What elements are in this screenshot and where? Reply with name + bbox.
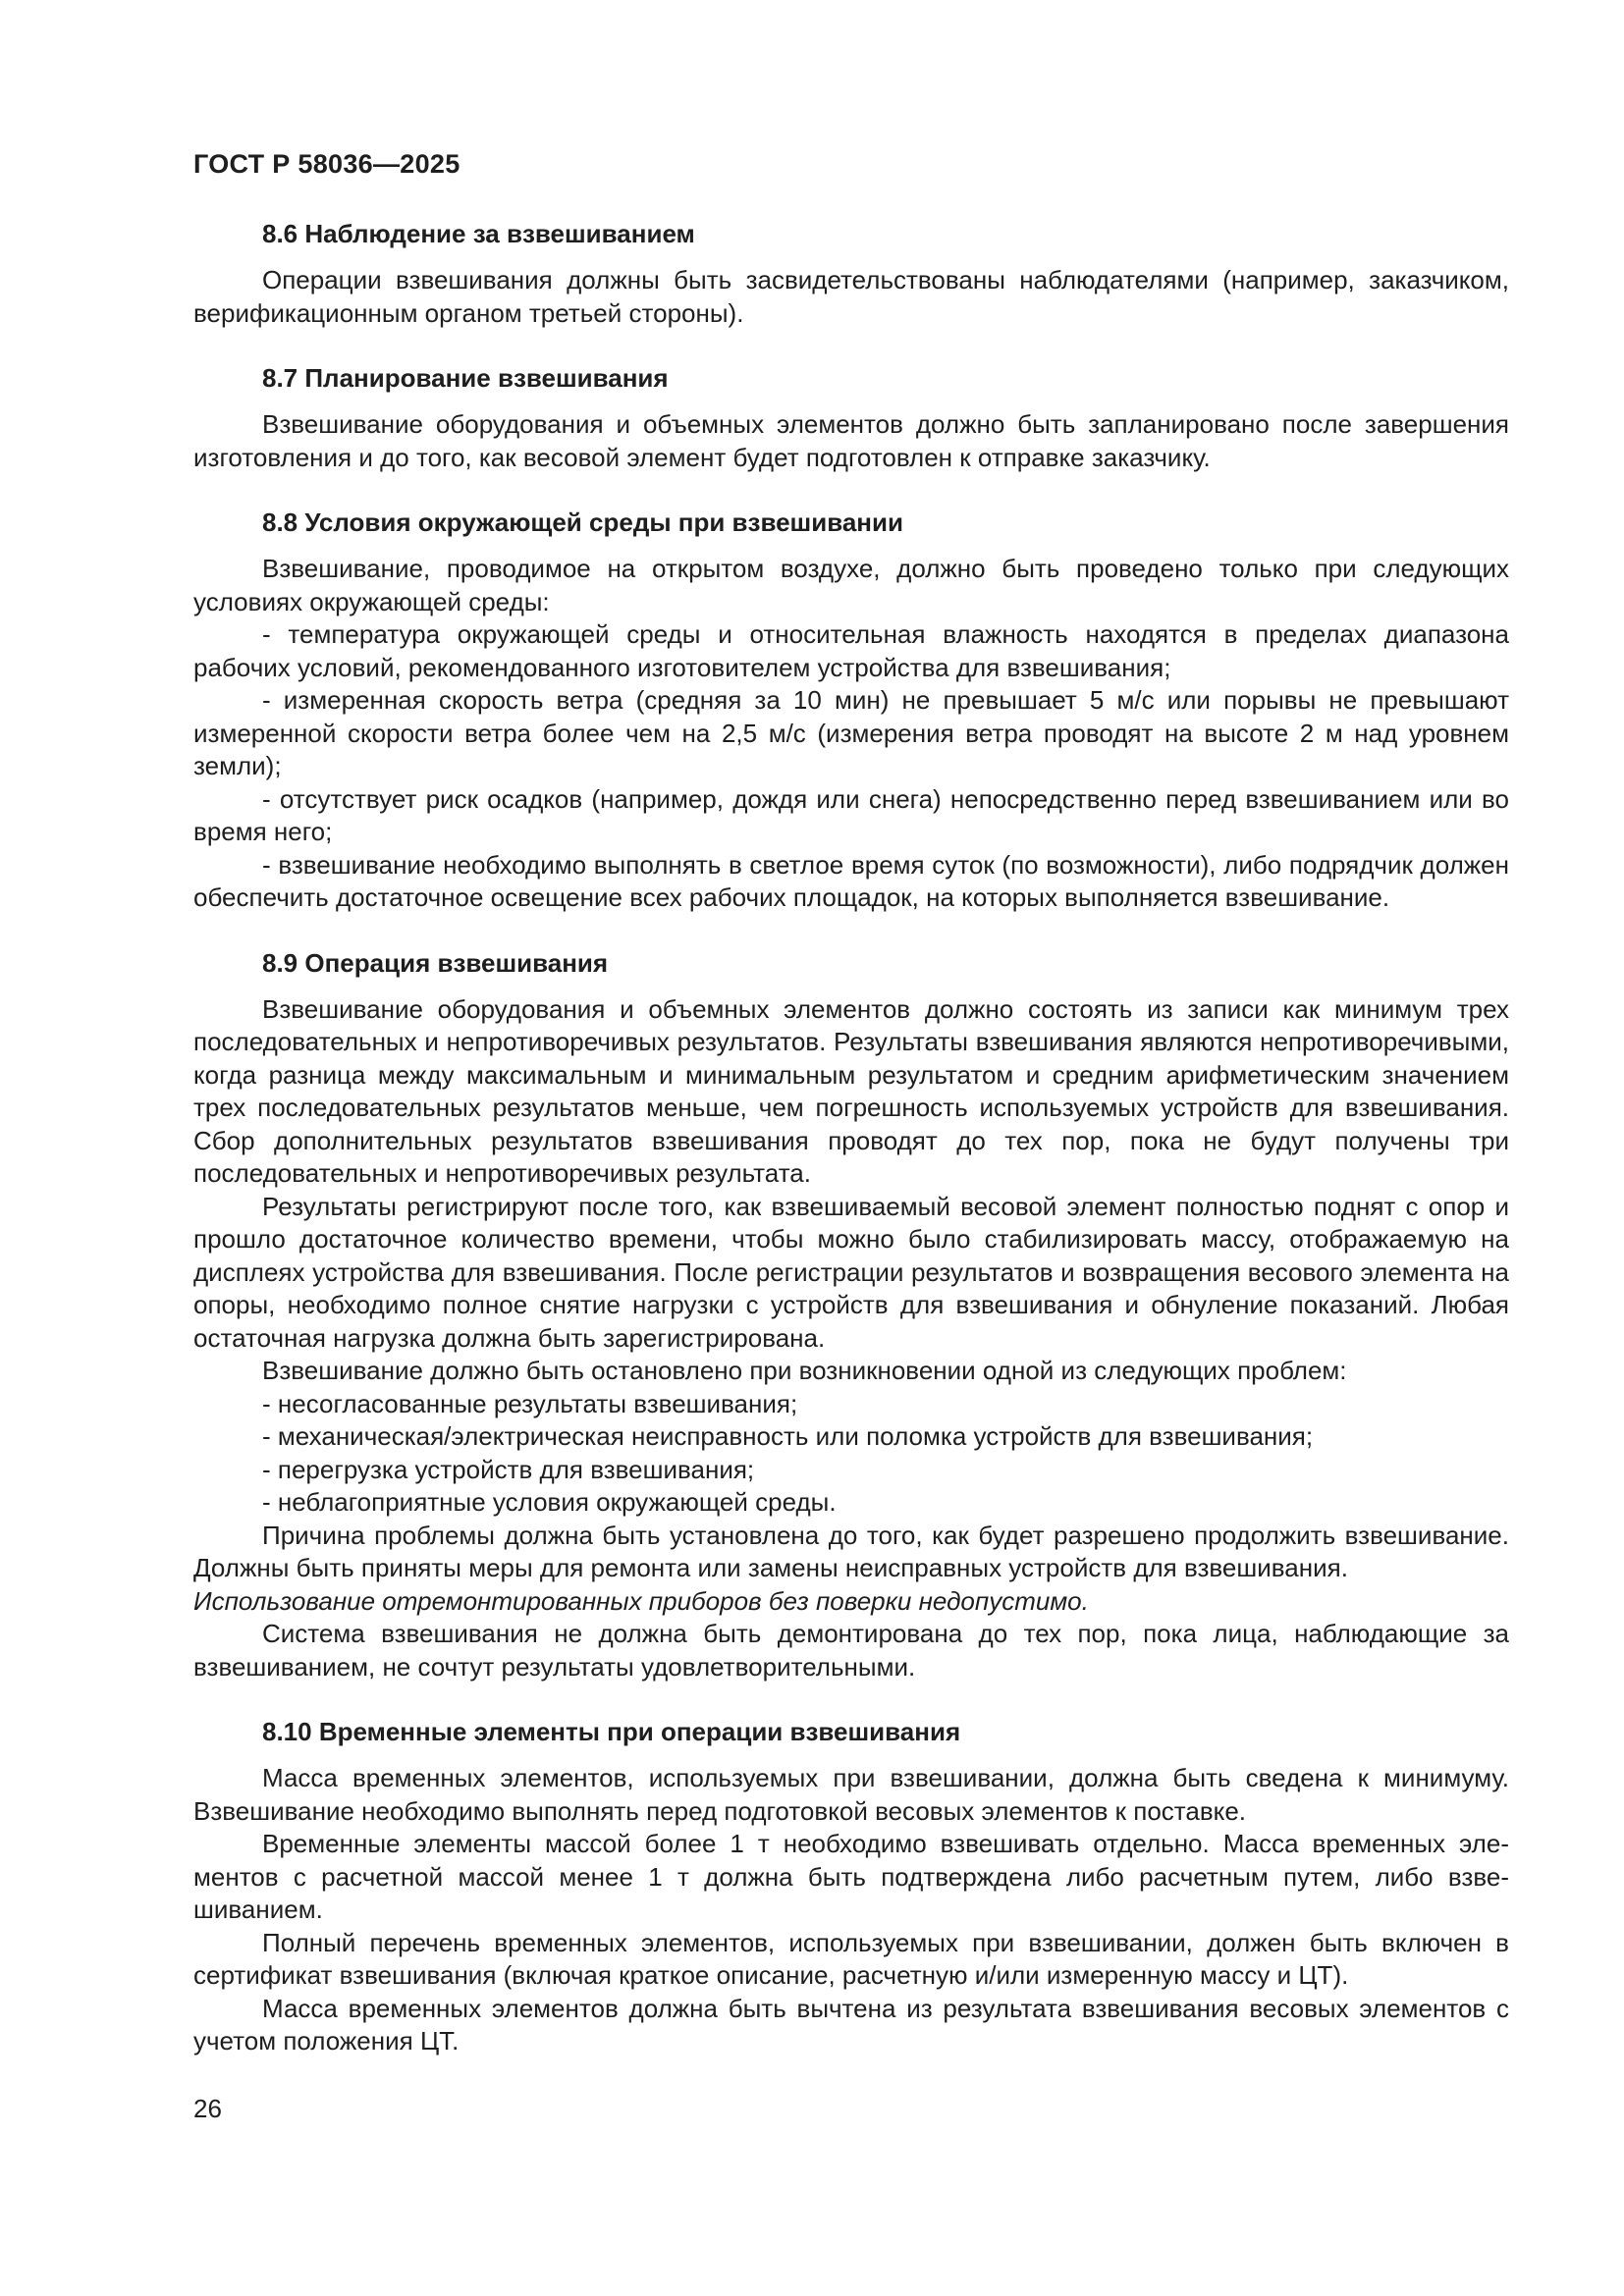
section-8-8 [193, 505, 1509, 915]
section-title: 8.9 Операция взвешивания [262, 947, 609, 978]
section-title: 8.10 Временные элементы при операции взвешивания [262, 1717, 961, 1746]
section-8-6 [193, 216, 1509, 330]
paragraph: Результаты регистрируют после того, как взвешиваемый весовой элемент полностью поднят с опор и прошло достаточное количество времени, чтобы можно было стабилизировать массу, отображаемую на дисплеях устройства для взвешивания. После регистрации результатов и возвращения весового элемента на опоры, необходимо полное снятие нагрузки с устройств для взвешивания и обнуление показаний. Любая остаточная нагрузка должна быть зарегистрирована. [193, 1191, 1509, 1353]
list-item: - перегрузка устройств для взвешивания; [262, 1454, 755, 1484]
paragraph: Взвешивание должно быть остановлено при возникновении одной из следующих проблем: [262, 1356, 1347, 1385]
italic-note: Использование отремонтированных приборов без поверки недопустимо. [193, 1585, 1089, 1616]
document-code: ГОСТ Р 58036—2025 [193, 149, 460, 179]
list-item: - отсутствует риск осадков (например, дождя или снега) непосредственно перед взвешиванием или во время него; [193, 783, 1509, 846]
list-item: - измеренная скорость ветра (средняя за 10 мин) не превышает 5 м/с или порывы не превышают измеренной скорости ветра более чем на 2,5 м/с (измерения ветра проводят на высоте 2 м над уровнем земли); [193, 685, 1509, 780]
section-title: 8.7 Планирование взвешивания [262, 363, 669, 393]
section-title: 8.6 Наблюдение за взвешиванием [262, 219, 695, 248]
paragraph: Временные элементы массой более 1 т необходимо взвешивать отдельно. Масса временных элементов с расчетной массой менее 1 т должна быть подтверждена либо расчетным путем, либо взвешиванием. [193, 1829, 1509, 1924]
paragraph: Взвешивание оборудования и объемных элементов должно быть запланировано после завершения изготовления и до того, как весовой элемент будет подготовлен к отправке заказчику. [193, 409, 1509, 472]
paragraph: Причина проблемы должна быть установлена до того, как будет разрешено продолжить взвешивание. Должны быть приняты меры для ремонта или замены неисправных устройств для взвешивания. [193, 1520, 1509, 1582]
paragraph: Взвешивание оборудования и объемных элементов должно состоять из записи как минимум трех последовательных и непротиворечивых результатов. Результаты взвешивания являются непротиворечивыми, когда разница между максимальным и минимальным результатом и средним арифметическим значением трех последовательных результатов меньше, чем погрешность используемых устройств для взвешивания. Сбор дополнительных результатов взвешивания проводят до тех пор, пока не будут получены три последовательных и непротиворечивых результата. [193, 993, 1509, 1188]
list-item: - взвешивание необходимо выполнять в светлое время суток (по возможности), либо подрядчик должен обеспечить достаточное освещение всех рабочих площадок, на которых выполняется взвешивание. [193, 849, 1509, 912]
paragraph: Масса временных элементов должна быть вычтена из результата взвешивания весовых элементов с учетом положения ЦТ. [193, 1993, 1509, 2056]
page-number: 26 [193, 2094, 222, 2123]
list-item: - механическая/электрическая неисправность или поломка устройств для взвешивания; [262, 1421, 1314, 1451]
paragraph: Масса временных элементов, используемых при взвешивании, должна быть сведена к минимуму. Взвешивание необходимо выполнять перед подготовкой весовых элементов к поставке. [193, 1763, 1509, 1826]
list-item: - несогласованные результаты взвешивания; [262, 1388, 798, 1418]
list-item: - неблагоприятные условия окружающей среды. [262, 1487, 837, 1517]
section-8-9 [193, 945, 1509, 1684]
section-8-7 [193, 360, 1509, 474]
paragraph: Взвешивание, проводимое на открытом воздухе, должно быть проведено только при следующих условиях окружающей среды: [193, 554, 1509, 616]
section-8-10 [193, 1714, 1509, 2058]
paragraph: Система взвешивания не должна быть демонтирована до тех пор, пока лица, наблюдающие за взвешиванием, не сочтут результаты удовлетворительными. [193, 1619, 1509, 1682]
list-item: - температура окружающей среды и относительная влажность находятся в пределах диапазона рабочих условий, рекомендованного изготовителем устройства для взвешивания; [193, 619, 1509, 682]
document-body [193, 216, 1509, 2089]
section-title: 8.8 Условия окружающей среды при взвешивании [262, 507, 903, 537]
paragraph: Полный перечень временных элементов, используемых при взвешивании, должен быть включен в сертификат взвешивания (включая краткое описание, расчетную и/или измеренную массу и ЦТ). [193, 1927, 1509, 1990]
paragraph: Операции взвешивания должны быть засвидетельствованы наблюдателями (например, заказчиком, верификационным органом третьей стороны). [193, 265, 1509, 328]
